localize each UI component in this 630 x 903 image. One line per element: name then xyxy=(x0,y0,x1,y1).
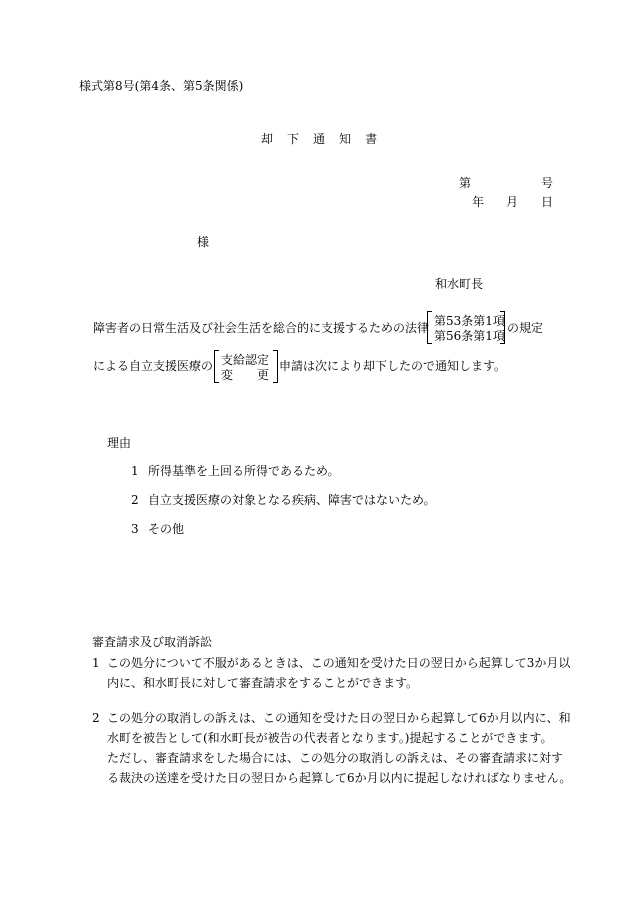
number-prefix: 第 xyxy=(459,176,472,190)
type-option: 変 更 xyxy=(221,368,270,382)
appeal-item-line: ただし、審査請求をした場合には、この処分の取消しの訴えは、その審査請求に対す xyxy=(107,751,564,765)
sender-name: 和水町長 xyxy=(435,277,484,291)
title-char: 書 xyxy=(365,132,378,146)
law-option: 第53条第1項 xyxy=(434,314,505,328)
law-option: 第56条第1項 xyxy=(434,329,505,343)
title-char: 通 xyxy=(313,132,326,146)
title-char: 却 xyxy=(261,132,274,146)
appeal-heading: 審査請求及び取消訴訟 xyxy=(92,635,213,649)
title-char: 下 xyxy=(287,132,300,146)
document-title xyxy=(261,133,377,145)
body-line2-prefix: による自立支援医療の xyxy=(93,359,214,373)
reason-number: 1 xyxy=(131,464,139,478)
form-label: 様式第8号(第4条、第5条関係) xyxy=(79,79,244,93)
body-line1-prefix: 障害者の日常生活及び社会生活を総合的に支援するための法律 xyxy=(93,321,430,335)
body-line2-suffix: 申請は次により却下したので通知します。 xyxy=(279,359,507,373)
type-option: 支給認定 xyxy=(221,353,270,367)
appeal-item-line: る裁決の送達を受けた日の翌日から起算して6か月以内に提起しなければなりません。 xyxy=(107,771,572,785)
law-bracket xyxy=(427,311,505,344)
appeal-item-number: 1 xyxy=(92,656,100,670)
number-suffix: 号 xyxy=(541,176,554,190)
body-line1-suffix: の規定 xyxy=(507,321,544,335)
reasons-heading: 理由 xyxy=(107,436,132,450)
appeal-item-line: この処分について不服があるときは、この通知を受けた日の翌日から起算して3か月以 xyxy=(107,656,571,670)
reason-text: 所得基準を上回る所得であるため。 xyxy=(148,464,340,478)
reason-number: 2 xyxy=(131,493,139,507)
reason-text: 自立支援医療の対象となる疾病、障害ではないため。 xyxy=(148,493,436,507)
reason-number: 3 xyxy=(131,522,139,536)
appeal-item-number: 2 xyxy=(92,711,100,725)
reason-text: その他 xyxy=(148,522,185,536)
date-month: 月 xyxy=(506,195,519,209)
date-day: 日 xyxy=(541,195,554,209)
appeal-item-line: この処分の取消しの訴えは、この通知を受けた日の翌日から起算して6か月以内に、和 xyxy=(107,711,571,725)
appeal-item-line: 内に、和水町長に対して審査請求をすることができます。 xyxy=(107,676,419,690)
date-year: 年 xyxy=(472,195,485,209)
type-bracket xyxy=(214,350,278,383)
addressee-suffix: 様 xyxy=(197,235,210,249)
title-char: 知 xyxy=(339,132,352,146)
appeal-item-line: 水町を被告として(和水町長が被告の代表者となります。)提起することができます。 xyxy=(107,731,553,745)
